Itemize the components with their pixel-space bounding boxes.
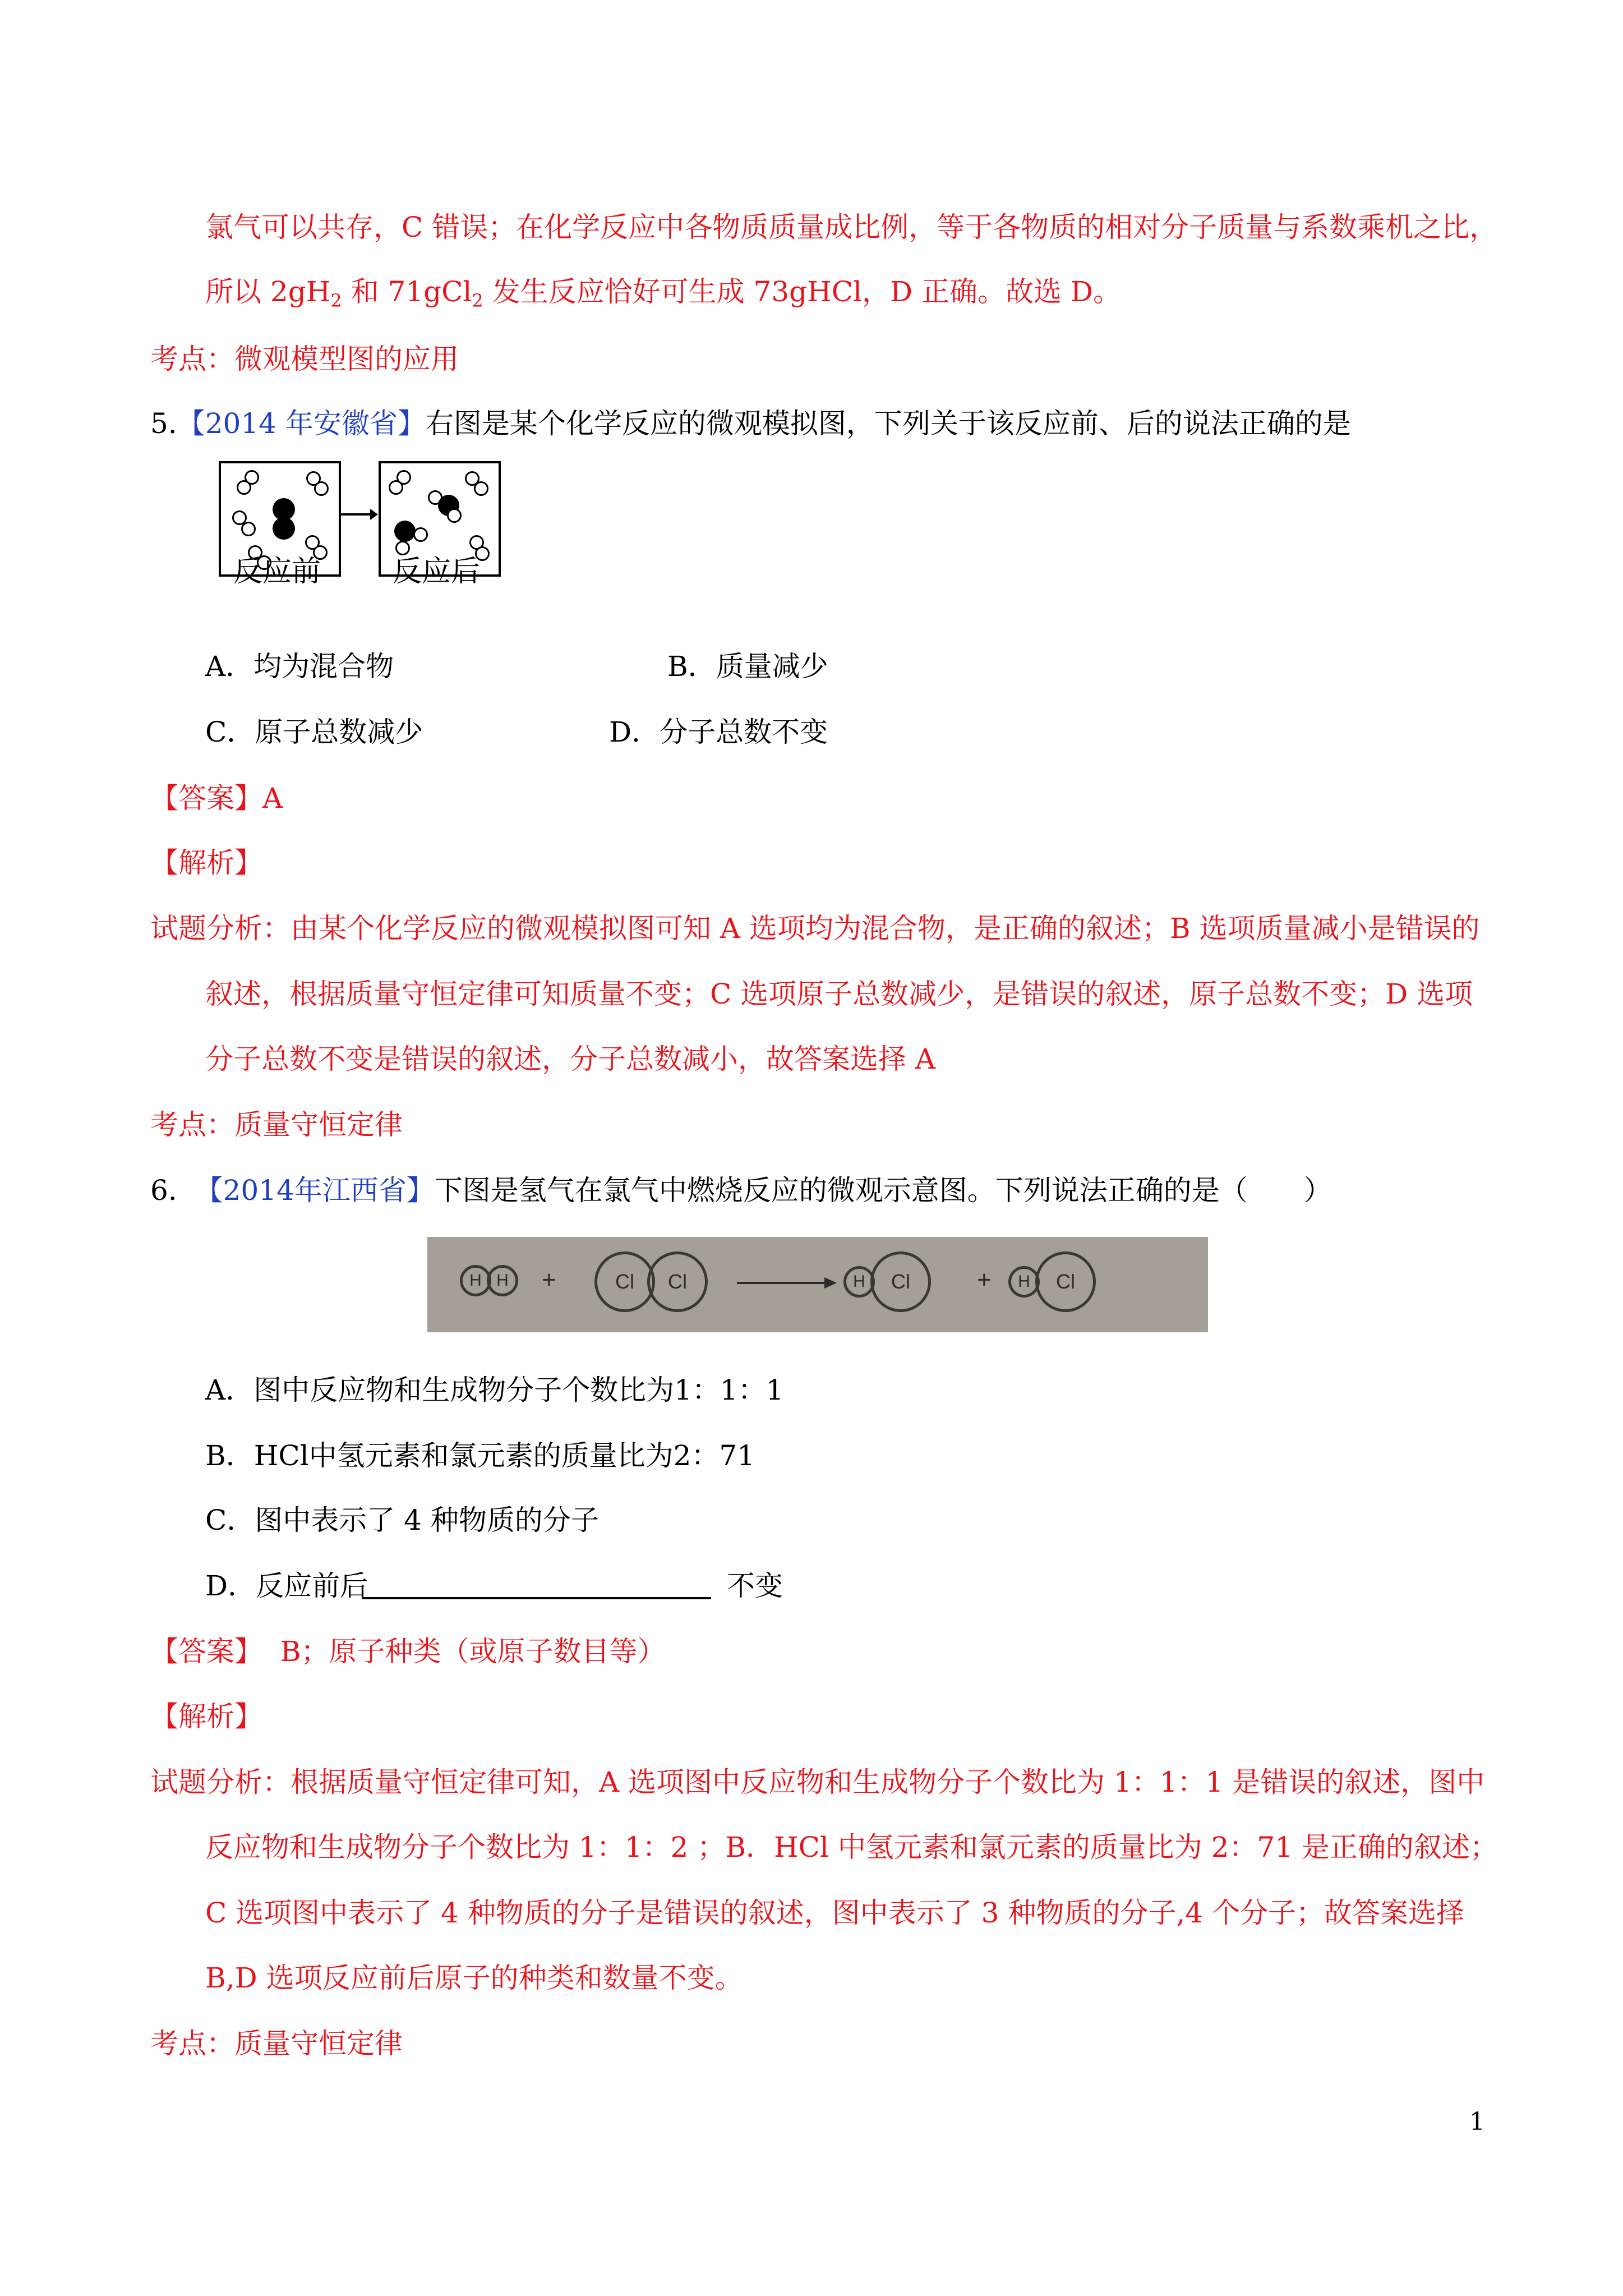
h-atom: H [1008, 1266, 1040, 1297]
h-atom: H [843, 1266, 875, 1297]
q6-analysis-line-2: 反应物和生成物分子个数比为 1：1：2 ；B．HCl 中氢元素和氯元素的质量比为 2：71 是正确的叙述； [205, 1831, 1498, 1864]
q5-analysis-tag: 【解析】 [150, 846, 262, 879]
cl-atom: Cl [870, 1251, 931, 1312]
prev-kaodian: 考点：微观模型图的应用 [150, 343, 459, 375]
q6-option-b: B．HCl中氢元素和氯元素的质量比为2：71 [205, 1439, 755, 1472]
q5-option-b: B．质量减少 [667, 650, 828, 683]
cl-atom: Cl [1035, 1251, 1096, 1312]
q6-option-d-prefix: D．反应前后 [205, 1570, 368, 1602]
before-label: 反应前 [233, 555, 321, 588]
prev-analysis-line-2: 所以 $2gH_2$ 和 71gCl$_2$ 发生反应恰好可生成 73gHCl，D 正确。故选 D。 [205, 275, 1121, 311]
q5-answer: 【答案】A [150, 782, 283, 815]
q5-option-a: A．均为混合物 [205, 650, 394, 683]
arrow-head-icon [370, 509, 378, 520]
q6-analysis-tag: 【解析】 [150, 1700, 262, 1733]
fill-in-blank[interactable] [362, 1597, 711, 1599]
q6-option-d-suffix: 不变 [727, 1570, 783, 1602]
q6-analysis-line-1: 试题分析：根据质量守恒定律可知，A 选项图中反应物和生成物分子个数比为 1：1：1 是错误的叙述，图中 [150, 1766, 1485, 1798]
q5-analysis-line-3: 分子总数不变是错误的叙述，分子总数减小，故答案选择 A [205, 1043, 936, 1075]
q5-analysis-line-2: 叙述，根据质量守恒定律可知质量不变；C 选项原子总数减少，是错误的叙述，原子总数不变；D 选项 [205, 978, 1473, 1010]
reaction-arrow [339, 513, 372, 516]
q6-option-c: C．图中表示了 4 种物质的分子 [205, 1504, 599, 1536]
q5-option-c: C．原子总数减少 [205, 716, 423, 748]
reaction-arrow [737, 1282, 827, 1284]
page-number: 1 [1469, 2108, 1485, 2136]
h-atom: H [460, 1265, 491, 1296]
q5-option-d: D．分子总数不变 [609, 716, 828, 748]
q5-analysis-line-1: 试题分析：由某个化学反应的微观模拟图可知 A 选项均为混合物，是正确的叙述；B 选项质量减小是错误的 [150, 912, 1480, 945]
h-atom: H [487, 1265, 518, 1296]
q6-analysis-line-3: C 选项图中表示了 4 种物质的分子是错误的叙述，图中表示了 3 种物质的分子,4 个分子；故答案选择 [205, 1897, 1464, 1929]
q6-kaodian: 考点：质量守恒定律 [150, 2027, 403, 2060]
plus-sign: + [977, 1266, 992, 1294]
prev-analysis-line-1: 氯气可以共存，C 错误；在化学反应中各物质质量成比例，等于各物质的相对分子质量与系数乘机之比， [205, 211, 1498, 243]
q6-option-a: A．图中反应物和生成物分子个数比为1：1：1 [205, 1374, 784, 1406]
q6-analysis-line-4: B,D 选项反应前后原子的种类和数量不变。 [205, 1962, 743, 1994]
q6-reaction-photo [427, 1237, 1208, 1332]
after-label: 反应后 [393, 555, 481, 588]
cl-atom: Cl [647, 1251, 708, 1312]
cl-atom: Cl [594, 1251, 655, 1312]
arrow-head-icon [824, 1277, 837, 1289]
plus-sign: + [542, 1266, 556, 1294]
q6-stem-line: 6. 【2014年江西省】下图是氢气在氯气中燃烧反应的微观示意图。下列说法正确的是（ ） [150, 1174, 1332, 1207]
q6-answer: 【答案】 B；原子种类（或原子数目等） [150, 1635, 666, 1668]
q5-stem-line: 5.【2014 年安徽省】右图是某个化学反应的微观模拟图，下列关于该反应前、后的说法正确的是 [150, 407, 1351, 440]
q5-kaodian: 考点：质量守恒定律 [150, 1108, 403, 1141]
